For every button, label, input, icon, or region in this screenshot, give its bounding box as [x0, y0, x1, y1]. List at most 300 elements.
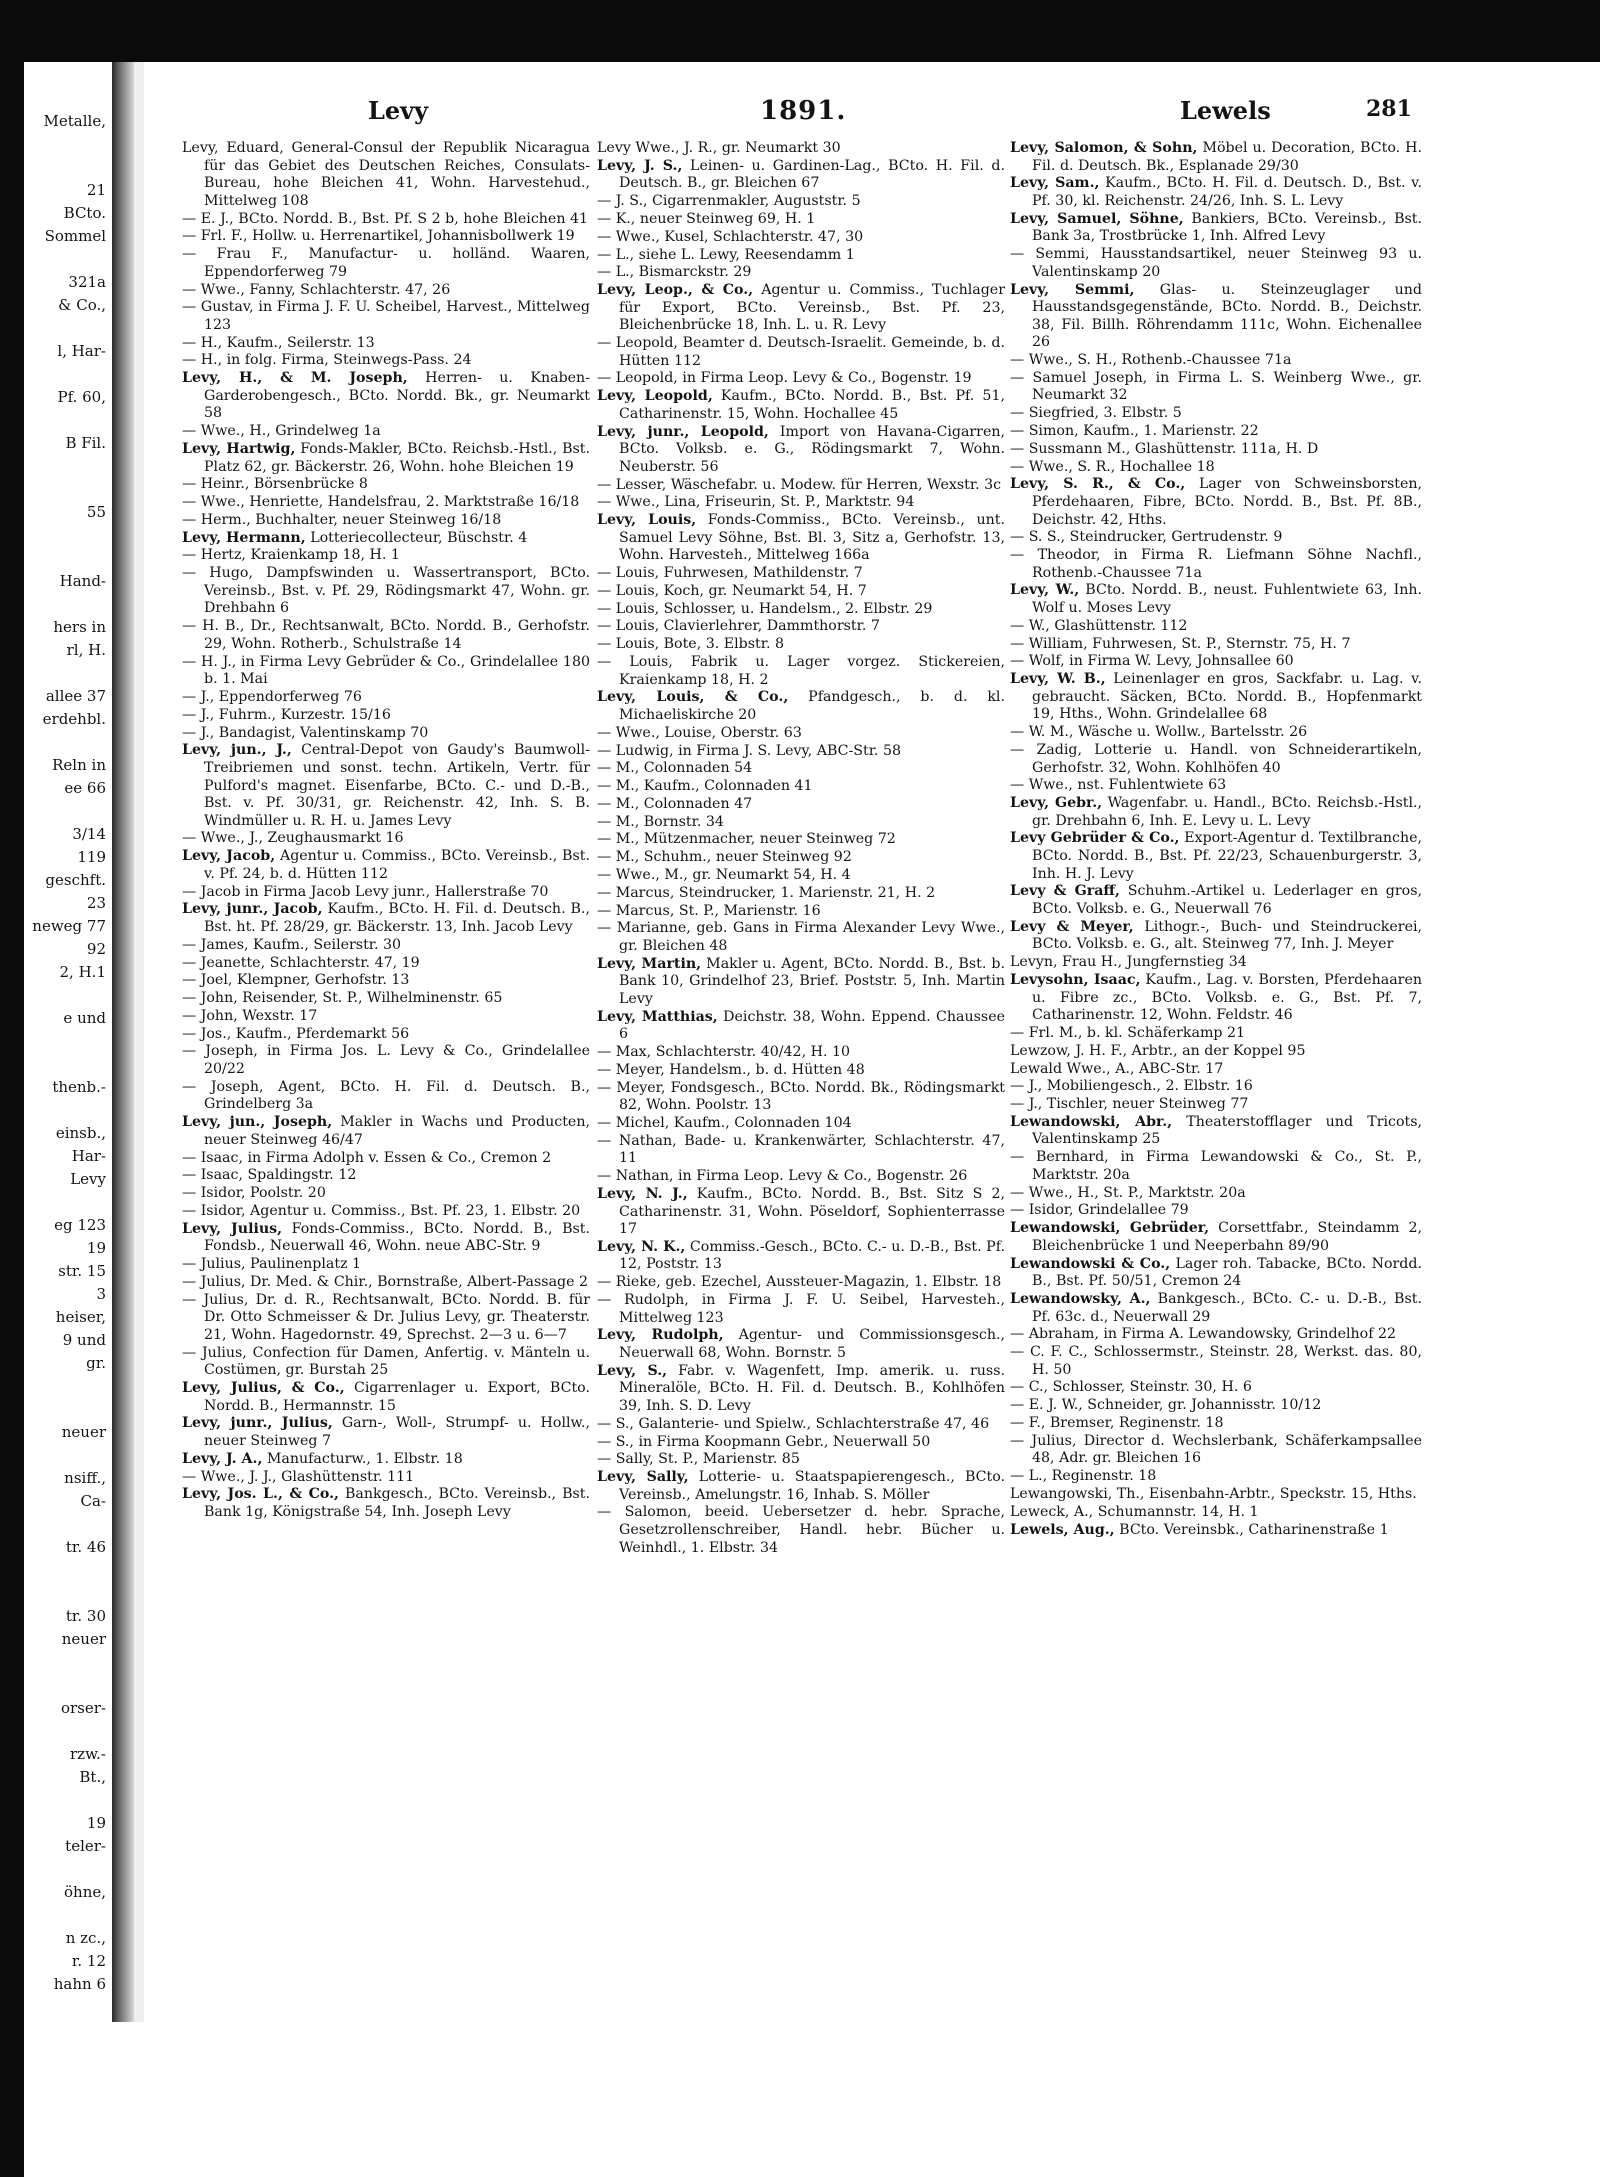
directory-entry: [597, 885, 1005, 903]
directory-entry: [182, 1415, 590, 1450]
entry-text: — Leopold, in Firma Leop. Levy & Co., Bogenstr. 19: [597, 370, 972, 387]
entry-text: Lager von Schweinsborsten, Pferdehaaren, Fibre, BCto. Nordd. B., Bst. Pf. 8B., Deichstr. 42, Hths.: [1032, 476, 1422, 528]
directory-entry: [1010, 1522, 1422, 1540]
directory-entry: [597, 1115, 1005, 1133]
directory-entry: [182, 937, 590, 955]
entry-text: Bankgesch., BCto. Vereinsb., Bst. Bank 1g, Königstraße 54, Inh. Joseph Levy: [204, 1486, 590, 1520]
entry-text: Kaufm., BCto. H. Fil. d. Deutsch. B., Bst. ht. Pf. 28/29, gr. Bäckerstr. 13, Inh. Jacob Levy: [204, 901, 590, 935]
entry-text: Corsettfabr., Steindamm 2, Bleichenbrücke 1 und Neeperbahn 89/90: [1032, 1220, 1423, 1254]
directory-entry: [1010, 1202, 1422, 1220]
directory-entry: [182, 423, 590, 441]
directory-entry: [182, 742, 590, 830]
directory-entry: [182, 1167, 590, 1185]
entry-text: — Sally, St. P., Marienstr. 85: [597, 1451, 800, 1468]
directory-entry: [597, 1168, 1005, 1186]
directory-entry: [182, 494, 590, 512]
entry-text: — H., in folg. Firma, Steinwegs-Pass. 24: [182, 352, 472, 369]
entry-text: — John, Wexstr. 17: [182, 1007, 318, 1024]
directory-entry: [1010, 1061, 1422, 1079]
entry-name: Levy, Semmi,: [1010, 281, 1135, 298]
entry-text: Makler u. Agent, BCto. Nordd. B., Bst. b. Bank 10, Grindelhof 23, Brief. Poststr. 5, Inh. Martin Levy: [619, 955, 1005, 1007]
entry-name: Levy, Louis, & Co.,: [597, 689, 789, 706]
directory-entry: [182, 1292, 590, 1345]
entry-text: — Rudolph, in Firma J. F. U. Seibel, Harvesteh., Mittelweg 123: [597, 1292, 1005, 1326]
entry-text: — Louis, Koch, gr. Neumarkt 54, H. 7: [597, 582, 867, 599]
entry-text: Levyn, Frau H., Jungfernstieg 34: [1010, 954, 1247, 971]
fragment-line: Reln in: [52, 756, 106, 774]
entry-text: — H., Kaufm., Seilerstr. 13: [182, 334, 375, 351]
entry-name: Levysohn, Isaac,: [1010, 971, 1141, 988]
directory-entry: [182, 1043, 590, 1078]
entry-text: — J. S., Cigarrenmakler, Auguststr. 5: [597, 193, 861, 210]
entry-text: — Louis, Schlosser, u. Handelsm., 2. Elbstr. 29: [597, 600, 933, 617]
entry-text: — W. M., Wäsche u. Wollw., Bartelsstr. 26: [1010, 724, 1308, 741]
fragment-line: [0, 1789, 110, 1812]
directory-entry: [597, 1133, 1005, 1168]
directory-entry: [1010, 140, 1422, 175]
fragment-line: neuer: [61, 1630, 106, 1648]
entry-text: — Wolf, in Firma W. Levy, Johnsallee 60: [1010, 653, 1294, 670]
directory-entry: [1010, 830, 1422, 883]
entry-name: Levy, N. J.,: [597, 1185, 688, 1202]
fragment-line: e und: [63, 1009, 106, 1027]
fragment-line: [0, 1720, 110, 1743]
entry-text: Lithogr.-, Buch- und Steindruckerei, BCto. Volksb. e. G., alt. Steinweg 77, Inh. J. Meyer: [1032, 918, 1423, 953]
entry-name: Levy & Meyer,: [1010, 918, 1134, 935]
entry-name: Levy, Salomon, & Sohn,: [1010, 140, 1198, 156]
directory-entry: [182, 1114, 590, 1149]
directory-entry: [597, 229, 1005, 247]
directory-entry: [597, 1009, 1005, 1044]
directory-entry: [597, 370, 1005, 388]
entry-name: Levy, W. B.,: [1010, 671, 1106, 688]
directory-entry: [597, 494, 1005, 512]
directory-entry: [182, 830, 590, 848]
fragment-line: [0, 455, 110, 478]
fragment-line: [0, 1513, 110, 1536]
directory-entry: [182, 972, 590, 990]
directory-entry: [182, 476, 590, 494]
directory-entry: [597, 725, 1005, 743]
directory-column-3: [1010, 140, 1422, 1539]
directory-entry: [1010, 724, 1422, 742]
directory-entry: [597, 760, 1005, 778]
entry-name: Levy, H., & M. Joseph,: [182, 370, 408, 387]
directory-entry: [597, 920, 1005, 955]
directory-entry: [182, 352, 590, 370]
entry-text: — William, Fuhrwesen, St. P., Sternstr. 75, H. 7: [1010, 635, 1351, 652]
directory-entry: [597, 618, 1005, 636]
entry-text: Import von Havana-Cigarren, BCto. Volksb. e. G., Rödingsmarkt 7, Wohn. Neuberstr. 56: [619, 423, 1006, 475]
fragment-line: [0, 1030, 110, 1053]
entry-text: — Max, Schlachterstr. 40/42, H. 10: [597, 1044, 851, 1061]
directory-entry: [597, 1292, 1005, 1327]
entry-text: Kaufm., BCto. H. Fil. d. Deutsch. D., Bst. v. Pf. 30, kl. Reichenstr. 24/26, Inh. S. L. Levy: [1032, 175, 1422, 209]
directory-entry: [597, 1469, 1005, 1504]
entry-name: Levy, Gebr.,: [1010, 795, 1103, 812]
fragment-line: einsb.,: [55, 1124, 106, 1142]
entry-text: Leweck, A., Schumannstr. 14, H. 1: [1010, 1503, 1259, 1520]
entry-text: Export-Agentur d. Textilbranche, BCto. Nordd. B., Bst. Pf. 22/23, Schauenburgerstr. 3, Inh. H. J. Levy: [1032, 830, 1422, 882]
entry-text: — C., Schlosser, Steinstr. 30, H. 6: [1010, 1379, 1252, 1396]
fragment-line: 9 und: [62, 1331, 106, 1349]
directory-entry: [182, 282, 590, 300]
directory-entry: [1010, 1504, 1422, 1522]
directory-entry: [1010, 742, 1422, 777]
fragment-line: ee 66: [64, 779, 106, 797]
entry-text: — Samuel Joseph, in Firma L. S. Weinberg Wwe., gr. Neumarkt 32: [1010, 369, 1422, 404]
entry-text: — Isidor, Grindelallee 79: [1010, 1202, 1189, 1219]
directory-entry: [597, 903, 1005, 921]
entry-text: Fonds-Commiss., BCto. Nordd. B., Bst. Fondsb., Neuerwall 46, Wohn. neue ABC-Str. 9: [204, 1220, 591, 1255]
fragment-line: [0, 478, 110, 501]
fragment-line: hers in: [53, 618, 106, 636]
entry-text: — F., Bremser, Reginenstr. 18: [1010, 1415, 1224, 1431]
directory-entry: [182, 955, 590, 973]
entry-name: Levy, Hermann,: [182, 529, 306, 546]
directory-entry: [182, 1150, 590, 1168]
fragment-line: tr. 30: [65, 1607, 106, 1625]
entry-text: Manufacturw., 1. Elbstr. 18: [262, 1450, 463, 1467]
entry-text: Levy, Eduard, General-Consul der Republik Nicaragua für das Gebiet des Deutschen Reiches, Consulats-Bureau, hohe Bleichen 41, Wohn. Harvestehud., Mittelweg 108: [182, 140, 590, 209]
entry-text: BCto. Nordd. B., neust. Fuhlentwiete 63, Inh. Wolf u. Moses Levy: [1032, 582, 1422, 617]
entry-text: — John, Reisender, St. P., Wilhelminenstr. 65: [182, 990, 503, 1007]
fragment-line: 21: [86, 181, 106, 199]
directory-entry: [182, 299, 590, 334]
fragment-line: [0, 1559, 110, 1582]
directory-entry: [1010, 653, 1422, 671]
directory-entry: [597, 388, 1005, 423]
fragment-line: [0, 1053, 110, 1076]
fragment-line: nsiff.,: [64, 1469, 106, 1487]
directory-entry: [1010, 954, 1422, 972]
entry-name: Levy Gebrüder & Co.,: [1010, 830, 1180, 847]
entry-name: Levy, Samuel, Söhne,: [1010, 210, 1184, 227]
entry-name: Levy, Jos. L., & Co.,: [182, 1486, 339, 1503]
directory-entry: [182, 901, 590, 936]
entry-text: — Theodor, in Firma R. Liefmann Söhne Nachfl., Rothenb.-Chaussee 71a: [1010, 547, 1422, 581]
directory-entry: [597, 778, 1005, 796]
fragment-line: [0, 1191, 110, 1214]
directory-entry: [182, 990, 590, 1008]
directory-entry: [1010, 1379, 1422, 1397]
entry-text: Levy Wwe., J. R., gr. Neumarkt 30: [597, 140, 841, 156]
directory-entry: [597, 601, 1005, 619]
entry-text: — M., Colonnaden 54: [597, 760, 753, 777]
entry-text: — J., Tischler, neuer Steinweg 77: [1010, 1096, 1249, 1113]
directory-entry: [597, 193, 1005, 211]
entry-text: Leinen- u. Gardinen-Lag., BCto. H. Fil. d. Deutsch. B., gr. Bleichen 67: [619, 157, 1005, 192]
directory-entry: [597, 1416, 1005, 1434]
entry-text: — Nathan, in Firma Leop. Levy & Co., Bogenstr. 26: [597, 1168, 968, 1185]
fragment-line: [0, 662, 110, 685]
fragment-line: [0, 1858, 110, 1881]
entry-text: — Wwe., H., Grindelweg 1a: [182, 423, 381, 440]
entry-text: — Herm., Buchhalter, neuer Steinweg 16/18: [182, 511, 502, 528]
directory-entry: [597, 1062, 1005, 1080]
fragment-line: [0, 248, 110, 271]
directory-entry: [182, 1274, 590, 1292]
directory-entry: [182, 1079, 590, 1114]
directory-entry: [597, 1504, 1005, 1557]
directory-entry: [1010, 1415, 1422, 1433]
entry-text: Leinenlager en gros, Sackfabr. u. Lag. v. gebraucht. Säcken, BCto. Nordd. B., Hopfenmarkt 19, Hths., Wohn. Grindelallee 68: [1032, 671, 1422, 723]
fragment-line: 321a: [68, 273, 106, 291]
entry-text: BCto. Vereinsbk., Catharinenstraße 1: [1114, 1521, 1389, 1538]
fragment-line: [0, 133, 110, 156]
entry-text: — Julius, Confection für Damen, Anfertig. v. Mänteln u. Costümen, gr. Burstah 25: [182, 1344, 590, 1379]
entry-text: — W., Glashüttenstr. 112: [1010, 617, 1188, 634]
directory-entry: [182, 1469, 590, 1487]
entry-name: Levy, Martin,: [597, 955, 702, 972]
directory-entry: [597, 743, 1005, 761]
entry-text: — Marianne, geb. Gans in Firma Alexander Levy Wwe., gr. Bleichen 48: [597, 920, 1005, 954]
entry-text: — Louis, Fabrik u. Lager vorgez. Stickereien, Kraienkamp 18, H. 2: [597, 653, 1005, 688]
entry-text: — Lesser, Wäschefabr. u. Modew. für Herren, Wexstr. 3c: [597, 476, 1002, 493]
entry-text: Commiss.-Gesch., BCto. C.- u. D.-B., Bst. Pf. 12, Poststr. 13: [619, 1238, 1005, 1273]
entry-text: — J., Bandagist, Valentinskamp 70: [182, 724, 429, 741]
entry-text: — J., Fuhrm., Kurzestr. 15/16: [182, 706, 391, 723]
fragment-line: [0, 1099, 110, 1122]
entry-name: Levy, W.,: [1010, 582, 1080, 599]
entry-text: Kaufm., BCto. Nordd. B., Bst. Sitz S 2, Catharinenstr. 31, Wohn. Pöseldorf, Sophienterrasse 17: [619, 1185, 1006, 1238]
entry-text: — H. J., in Firma Levy Gebrüder & Co., Grindelallee 180 b. 1. Mai: [182, 653, 590, 688]
page-number: 281: [1366, 96, 1412, 122]
fragment-line: 55: [86, 503, 106, 521]
fragment-line: [0, 547, 110, 570]
entry-text: — Isaac, Spaldingstr. 12: [182, 1167, 357, 1184]
entry-text: — Wwe., Louise, Oberstr. 63: [597, 724, 802, 741]
fragment-line: erdehbl.: [42, 710, 106, 728]
directory-entry: [1010, 476, 1422, 529]
directory-entry: [1010, 671, 1422, 724]
fragment-line: [0, 409, 110, 432]
fragment-line: eg 123: [54, 1216, 106, 1234]
fragment-line: [0, 524, 110, 547]
fragment-line: [0, 1651, 110, 1674]
entry-text: — Jeanette, Schlachterstr. 47, 19: [182, 954, 420, 971]
directory-entry: [597, 335, 1005, 370]
directory-entry: [182, 565, 590, 618]
directory-entry: [597, 211, 1005, 229]
fragment-line: [0, 1904, 110, 1927]
previous-page-fragments: [0, 110, 110, 1996]
directory-entry: [1010, 919, 1422, 954]
entry-text: — Hertz, Kraienkamp 18, H. 1: [182, 547, 400, 564]
directory-entry: [597, 1363, 1005, 1416]
entry-text: — Isaac, in Firma Adolph v. Essen & Co., Cremon 2: [182, 1149, 552, 1166]
directory-entry: [1010, 282, 1422, 352]
entry-text: — Julius, Dr. d. R., Rechtsanwalt, BCto. Nordd. B. für Dr. Otto Schmeisser & Dr. Julius Levy, gr. Theaterstr. 21, Wohn. Hagedornstr. 49, Sprechst. 2—3 u. 6—7: [182, 1291, 590, 1343]
entry-text: — Leopold, Beamter d. Deutsch-Israelit. Gemeinde, b. d. Hütten 112: [597, 335, 1005, 369]
directory-entry: [1010, 1114, 1422, 1149]
entry-text: Möbel u. Decoration, BCto. H. Fil. d. Deutsch. Bk., Esplanade 29/30: [1032, 140, 1423, 174]
entry-text: Kaufm., Lag. v. Borsten, Pferdehaaren u. Fibre zc., BCto. Volksb. e. G., Bst. Pf. 7, Catharinenstr. 12, Wohn. Feldstr. 46: [1032, 971, 1422, 1024]
entry-text: — E. J. W., Schneider, gr. Johannisstr. 10/12: [1010, 1397, 1322, 1414]
directory-entry: [182, 211, 590, 229]
directory-entry: [1010, 370, 1422, 405]
entry-text: — L., Bismarckstr. 29: [597, 264, 752, 281]
entry-name: Levy, N. K.,: [597, 1238, 686, 1255]
entry-text: Agentur u. Commiss., Tuchlager für Export, BCto. Vereinsb., Bst. Pf. 23, Bleichenbrücke 18, Inh. L. u. R. Levy: [619, 282, 1005, 334]
fragment-line: r. 12: [71, 1952, 106, 1970]
directory-entry: [1010, 1043, 1422, 1061]
directory-entry: [1010, 352, 1422, 370]
directory-entry: [182, 618, 590, 653]
fragment-line: l, Har-: [57, 342, 106, 360]
directory-entry: [182, 1380, 590, 1415]
entry-text: — Julius, Dr. Med. & Chir., Bornstraße, Albert-Passage 2: [182, 1273, 589, 1290]
directory-entry: [182, 547, 590, 565]
directory-entry: [182, 335, 590, 353]
directory-entry: [182, 512, 590, 530]
entry-text: — Gustav, in Firma J. F. U. Scheibel, Harvest., Mittelweg 123: [182, 299, 590, 333]
directory-entry: [182, 1451, 590, 1469]
directory-entry: [1010, 405, 1422, 423]
entry-text: Garn-, Woll-, Strumpf- u. Hollw., neuer Steinweg 7: [204, 1415, 590, 1449]
entry-text: Theaterstofflager und Tricots, Valentinskamp 25: [1032, 1113, 1422, 1148]
fragment-line: [0, 593, 110, 616]
entry-text: — Wwe., S. R., Hochallee 18: [1010, 458, 1215, 475]
entry-text: — Abraham, in Firma A. Lewandowsky, Grindelhof 22: [1010, 1326, 1397, 1343]
directory-entry: [182, 1486, 590, 1521]
entry-text: — Wwe., Fanny, Schlachterstr. 47, 26: [182, 281, 451, 298]
fragment-line: thenb.-: [52, 1078, 106, 1096]
directory-entry: [1010, 618, 1422, 636]
directory-entry: [1010, 211, 1422, 246]
directory-entry: [182, 1221, 590, 1256]
fragment-line: heiser,: [55, 1308, 106, 1326]
entry-text: — M., Mützenmacher, neuer Steinweg 72: [597, 831, 896, 848]
directory-entry: [597, 1327, 1005, 1362]
fragment-line: rl, H.: [66, 641, 106, 659]
directory-entry: [182, 246, 590, 281]
directory-entry: [1010, 972, 1422, 1025]
entry-text: — J., Mobiliengesch., 2. Elbstr. 16: [1010, 1078, 1253, 1095]
entry-text: — M., Schuhm., neuer Steinweg 92: [597, 849, 852, 866]
entry-name: Levy, jun., J.,: [182, 742, 292, 759]
directory-entry: [597, 814, 1005, 832]
entry-text: Fonds-Commiss., BCto. Vereinsb., unt. Samuel Levy Söhne, Bst. Bl. 3, Sitz a, Gerhofstr. 13, Wohn. Harvesteh., Mittelweg 166a: [619, 512, 1005, 564]
directory-entry: [597, 831, 1005, 849]
directory-entry: [1010, 423, 1422, 441]
directory-entry: [1010, 1344, 1422, 1379]
entry-text: Lager roh. Tabacke, BCto. Nordd. B., Bst. Pf. 50/51, Cremon 24: [1032, 1255, 1422, 1290]
directory-entry: [597, 849, 1005, 867]
directory-entry: [1010, 582, 1422, 617]
fragment-line: [0, 1444, 110, 1467]
fragment-line: 119: [77, 848, 106, 866]
entry-text: Bankgesch., BCto. C.- u. D.-B., Bst. Pf. 63c. d., Neuerwall 29: [1032, 1290, 1422, 1325]
entry-text: — Joseph, Agent, BCto. H. Fil. d. Deutsch. B., Grindelberg 3a: [182, 1078, 590, 1113]
entry-text: — Nathan, Bade- u. Krankenwärter, Schlachterstr. 47, 11: [597, 1132, 1005, 1167]
entry-text: Makler in Wachs und Producten, neuer Steinweg 46/47: [204, 1114, 590, 1148]
directory-entry: [1010, 175, 1422, 210]
directory-entry: [182, 441, 590, 476]
entry-name: Levy, Leopold,: [597, 388, 713, 405]
fragment-line: neuer: [61, 1423, 106, 1441]
directory-entry: [597, 140, 1005, 158]
directory-entry: [1010, 441, 1422, 459]
entry-name: Levy, Hartwig,: [182, 440, 296, 457]
fragment-line: tr. 46: [65, 1538, 106, 1556]
fragment-line: geschft.: [45, 871, 106, 889]
entry-text: — Ludwig, in Firma J. S. Levy, ABC-Str. 58: [597, 742, 902, 759]
directory-entry: [182, 707, 590, 725]
entry-text: — M., Kaufm., Colonnaden 41: [597, 778, 813, 795]
fragment-line: [0, 1398, 110, 1421]
entry-text: Lewzow, J. H. F., Arbtr., an der Koppel 95: [1010, 1042, 1306, 1059]
fragment-line: öhne,: [64, 1883, 106, 1901]
entry-text: Fonds-Makler, BCto. Reichsb.-Hstl., Bst. Platz 62, gr. Bäckerstr. 26, Wohn. hohe Bleichen 19: [204, 440, 590, 475]
fragment-line: 3/14: [72, 825, 106, 843]
directory-entry: [1010, 1486, 1422, 1504]
entry-text: — Louis, Clavierlehrer, Dammthorstr. 7: [597, 618, 880, 635]
entry-name: Levy, Julius,: [182, 1220, 283, 1237]
directory-entry: [1010, 1291, 1422, 1326]
entry-text: — K., neuer Steinweg 69, H. 1: [597, 210, 816, 227]
directory-entry: [597, 1434, 1005, 1452]
entry-text: Cigarrenlager u. Export, BCto. Nordd. B., Hermannstr. 15: [204, 1380, 590, 1414]
entry-text: Bankiers, BCto. Vereinsb., Bst. Bank 3a, Trostbrücke 1, Inh. Alfred Levy: [1032, 210, 1422, 245]
entry-text: Fabr. v. Wagenfett, Imp. amerik. u. russ. Mineralöle, BCto. H. Fil. d. Deutsch. B., Kohlhöfen 39, Inh. S. D. Levy: [619, 1362, 1005, 1414]
entry-text: — Julius, Director d. Wechslerbank, Schäferkampsallee 48, Adr. gr. Bleichen 16: [1010, 1432, 1422, 1467]
entry-name: Lewandowski, Gebrüder,: [1010, 1220, 1210, 1237]
directory-entry: [1010, 1096, 1422, 1114]
fragment-line: Sommel: [44, 227, 106, 245]
entry-text: — Louis, Fuhrwesen, Mathildenstr. 7: [597, 565, 863, 582]
directory-entry: [1010, 883, 1422, 918]
entry-name: Levy, junr., Julius,: [182, 1415, 333, 1432]
fragment-line: [0, 156, 110, 179]
fragment-line: [0, 1674, 110, 1697]
fragment-line: 19: [86, 1239, 106, 1257]
fragment-line: [0, 1582, 110, 1605]
entry-name: Levy, Julius, & Co.,: [182, 1380, 345, 1396]
directory-entry: [1010, 529, 1422, 547]
page-gutter: [134, 62, 144, 2022]
entry-text: Wagenfabr. u. Handl., BCto. Reichsb.-Hstl., gr. Drehbahn 6, Inh. E. Levy u. L. Levy: [1032, 795, 1422, 829]
entry-name: Levy, Matthias,: [597, 1008, 718, 1025]
fragment-line: rzw.-: [70, 1745, 106, 1763]
directory-column-2: [597, 140, 1005, 1557]
directory-entry: [182, 530, 590, 548]
directory-entry: [1010, 1220, 1422, 1255]
entry-text: Lotteriecollecteur, Büschstr. 4: [305, 529, 528, 546]
entry-name: Lewandowski & Co.,: [1010, 1255, 1171, 1272]
directory-entry: [597, 636, 1005, 654]
directory-entry: [182, 725, 590, 743]
directory-entry: [597, 689, 1005, 724]
entry-text: Kaufm., BCto. Nordd. B., Bst. Pf. 51, Catharinenstr. 15, Wohn. Hochallee 45: [619, 388, 1005, 422]
entry-text: — S., in Firma Koopmann Gebr., Neuerwall 50: [597, 1433, 931, 1450]
entry-text: — Louis, Bote, 3. Elbstr. 8: [597, 636, 784, 653]
directory-entry: [1010, 777, 1422, 795]
fragment-line: B Fil.: [65, 434, 106, 452]
directory-entry: [597, 1239, 1005, 1274]
fragment-line: Metalle,: [43, 112, 106, 130]
directory-entry: [182, 884, 590, 902]
entry-text: — Marcus, Steindrucker, 1. Marienstr. 21, H. 2: [597, 884, 936, 901]
fragment-line: 23: [86, 894, 106, 912]
fragment-line: Ca-: [80, 1492, 106, 1510]
entry-text: Herren- u. Knaben-Garderobengesch., BCto. Nordd. Bk., gr. Neumarkt 58: [204, 370, 590, 422]
entry-text: — Semmi, Hausstandsartikel, neuer Steinweg 93 u. Valentinskamp 20: [1010, 246, 1422, 280]
entry-text: — Wwe., S. H., Rothenb.-Chaussee 71a: [1010, 352, 1292, 369]
header-left-keyword: Levy: [368, 96, 429, 125]
header-year: 1891.: [760, 96, 847, 126]
directory-entry: [182, 848, 590, 883]
